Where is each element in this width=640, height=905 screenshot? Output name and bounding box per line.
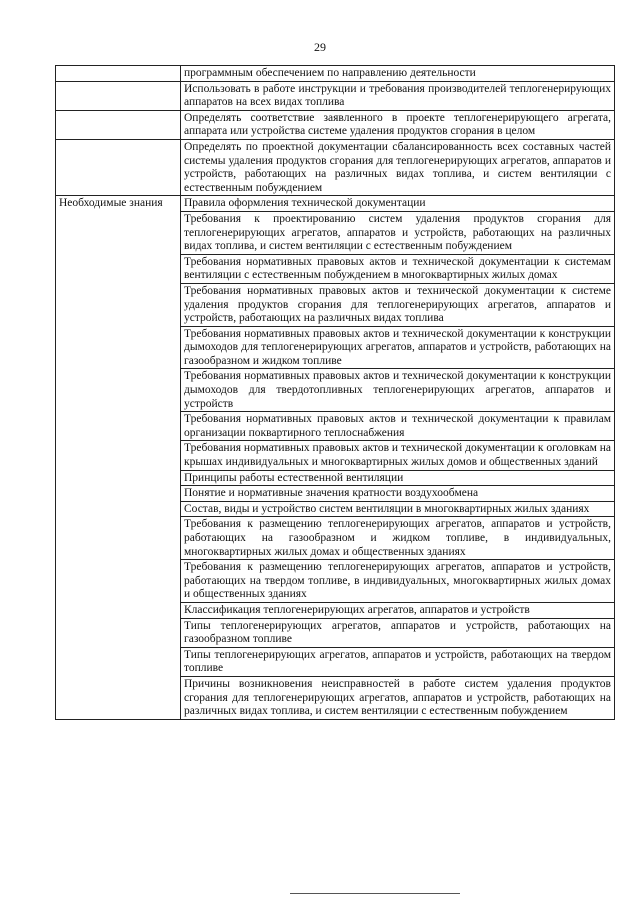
page-number: 29 [314, 40, 326, 54]
label-cell-empty [56, 81, 181, 110]
table-cell: Типы теплогенерирующих агрегатов, аппаратов и устройств, работающих на твердом топливе [181, 647, 615, 676]
table-cell: Принципы работы естественной вентиляции [181, 470, 615, 486]
scan-edge-line [290, 893, 460, 894]
table-row [56, 66, 615, 82]
table-cell: Классификация теплогенерирующих агрегатов, аппаратов и устройств [181, 602, 615, 618]
table-cell: Требования нормативных правовых актов и технической документации к оголовкам на крышах индивидуальных и многоквартирных жилых домов и общественных зданий [181, 441, 615, 470]
label-cell-empty [56, 139, 181, 195]
table-cell: Состав, виды и устройство систем вентиляции в многоквартирных жилых зданиях [181, 501, 615, 517]
table-row [56, 196, 615, 212]
table-cell: Определять соответствие заявленного в проекте теплогенерирующего агрегата, аппарата или устройства системе удаления продуктов сгорания в целом [181, 110, 615, 139]
requirements-table [55, 65, 615, 720]
table-cell: Требования нормативных правовых актов и технической документации к конструкции дымоходов для теплогенерирующих агрегатов, аппаратов и устройств, работающих на газообразном и жидком топливе [181, 326, 615, 369]
table-cell: Причины возникновения неисправностей в работе систем удаления продуктов сгорания для теплогенерирующих агрегатов, аппаратов и устройств, работающих на различных видах топлива, и систем вентиляции с естественным побуждением [181, 676, 615, 719]
table-cell: Требования к проектированию систем удаления продуктов сгорания для теплогенерирующих агрегатов, аппаратов и устройств, работающих на различных видах топлива, и систем вентиляции с естественным побуждением [181, 211, 615, 254]
table-row [56, 110, 615, 139]
table-cell: Типы теплогенерирующих агрегатов, аппаратов и устройств, работающих на газообразном топливе [181, 618, 615, 647]
table-cell: Требования к размещению теплогенерирующих агрегатов, аппаратов и устройств, работающих на газообразном и жидком топливе, в индивидуальных, многоквартирных жилых домах и общественных зданиях [181, 517, 615, 560]
table-row [56, 81, 615, 110]
label-cell-empty [56, 110, 181, 139]
section-label: Необходимые знания [56, 196, 181, 719]
table-cell: Требования нормативных правовых актов и технической документации к конструкции дымоходов для твердотопливных теплогенерирующих агрегатов, аппаратов и устройств [181, 369, 615, 412]
table-cell: Требования нормативных правовых актов и технической документации к правилам организации поквартирного теплоснабжения [181, 412, 615, 441]
table-cell: Использовать в работе инструкции и требования производителей теплогенерирующих аппаратов на всех видах топлива [181, 81, 615, 110]
label-cell-empty [56, 66, 181, 82]
table-cell: Требования нормативных правовых актов и технической документации к системам вентиляции с естественным побуждением в многоквартирных жилых домах [181, 254, 615, 283]
table-cell: Понятие и нормативные значения кратности воздухообмена [181, 486, 615, 502]
table-cell: Определять по проектной документации сбалансированность всех составных частей системы удаления продуктов сгорания для теплогенерирующих агрегатов, аппаратов и устройств, работающих на различных видах топлива, и систем вентиляции с естественным побуждением [181, 139, 615, 195]
table-row [56, 139, 615, 195]
table-cell: Требования к размещению теплогенерирующих агрегатов, аппаратов и устройств, работающих на твердом топливе, в индивидуальных, многоквартирных жилых домах и общественных зданиях [181, 560, 615, 603]
table-cell: Правила оформления технической документации [181, 196, 615, 212]
table-cell: программным обеспечением по направлению деятельности [181, 66, 615, 82]
table-cell: Требования нормативных правовых актов и технической документации к системе удаления продуктов сгорания для теплогенерирующих агрегатов, аппаратов и устройств, работающих на различных видах топлива [181, 283, 615, 326]
